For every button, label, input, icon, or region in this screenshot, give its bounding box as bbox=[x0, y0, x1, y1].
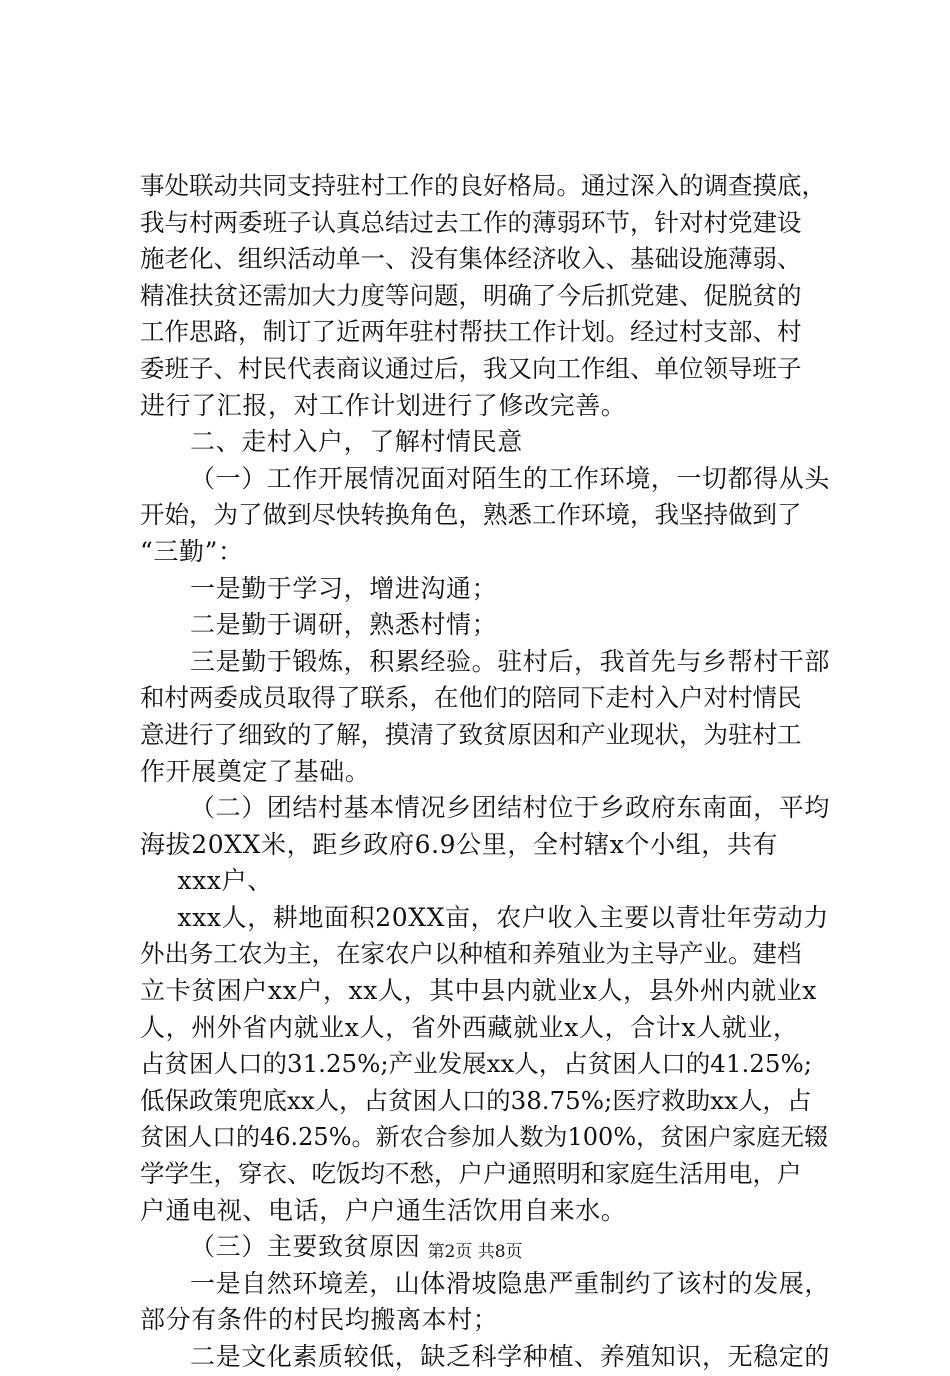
text-line: 一是自然环境差，山体滑坡隐患严重制约了该村的发展， bbox=[190, 1268, 831, 1298]
text-line: 占贫困人口的31.25%;产业发展xx人，占贫困人口的41.25%; bbox=[140, 1049, 812, 1079]
text-line: 和村两委成员取得了联系，在他们的陪同下走村入户对村情民 bbox=[140, 683, 802, 713]
text-line: （一）工作开展情况面对陌生的工作环境，一切都得从头 bbox=[190, 463, 831, 493]
text-line: 进行了汇报，对工作计划进行了修改完善。 bbox=[140, 390, 627, 420]
text-line: 一是勤于学习，增进沟通； bbox=[190, 573, 498, 603]
text-line: （三）主要致贫原因 bbox=[190, 1232, 421, 1262]
text-line: （二）团结村基本情况乡团结村位于乡政府东南面，平均 bbox=[190, 793, 831, 823]
text-line: xxx人，耕地面积20XX亩，农户收入主要以青壮年劳动力 bbox=[177, 902, 830, 932]
text-line: 精准扶贫还需加大力度等问题，明确了今后抓党建、促脱贫的 bbox=[140, 280, 802, 310]
text-line: 贫困人口的46.25%。新农合参加人数为100%，贫困户家庭无辍 bbox=[140, 1123, 829, 1152]
text-line: 低保政策兜底xx人，占贫困人口的38.75%;医疗救助xx人，占 bbox=[140, 1085, 812, 1115]
text-line: 立卡贫困户xx户，xx人，其中县内就业x人，县外州内就业x bbox=[140, 976, 817, 1006]
text-line: 学学生，穿衣、吃饭均不愁，户户通照明和家庭生活用电，户 bbox=[140, 1159, 802, 1189]
text-line: “三勤”： bbox=[140, 536, 244, 566]
text-line: 人，州外省内就业x人，省外西藏就业x人，合计x人就业， bbox=[140, 1012, 799, 1042]
text-line: 作开展奠定了基础。 bbox=[140, 756, 371, 786]
text-line: xxx户、 bbox=[177, 866, 273, 896]
text-line: 二是文化素质较低，缺乏科学种植、养殖知识，无稳定的 bbox=[190, 1342, 831, 1371]
text-line: 事处联动共同支持驻村工作的良好格局。通过深入的调查摸底， bbox=[140, 171, 826, 200]
text-line: 委班子、村民代表商议通过后，我又向工作组、单位领导班子 bbox=[140, 353, 802, 383]
text-line: 户通电视、电话，户户通生活饮用自来水。 bbox=[140, 1195, 627, 1225]
text-line: 部分有条件的村民均搬离本村； bbox=[140, 1305, 499, 1335]
page-footer: 第2页 共8页 bbox=[427, 1242, 523, 1262]
text-line: 二、走村入户，了解村情民意 bbox=[190, 427, 523, 457]
text-line: 外出务工农为主，在家农户以种植和养殖业为主导产业。建档 bbox=[140, 939, 802, 969]
text-line: 我与村两委班子认真总结过去工作的薄弱环节，针对村党建设 bbox=[140, 207, 802, 237]
text-line: 二是勤于调研，熟悉村情； bbox=[190, 610, 498, 640]
text-line: 开始，为了做到尽快转换角色，熟悉工作环境，我坚持做到了 bbox=[140, 500, 802, 530]
text-line: 意进行了细致的了解，摸清了致贫原因和产业现状，为驻村工 bbox=[140, 719, 802, 749]
text-line: 海拔20XX米，距乡政府6.9公里，全村辖x个小组，共有 bbox=[140, 829, 779, 859]
text-line: 三是勤于锻炼，积累经验。驻村后，我首先与乡帮村干部 bbox=[190, 646, 831, 676]
body-text bbox=[140, 168, 830, 1376]
text-line: 施老化、组织活动单一、没有集体经济收入、基础设施薄弱、 bbox=[140, 244, 802, 274]
text-line: 工作思路，制订了近两年驻村帮扶工作计划。经过村支部、村 bbox=[140, 317, 802, 347]
